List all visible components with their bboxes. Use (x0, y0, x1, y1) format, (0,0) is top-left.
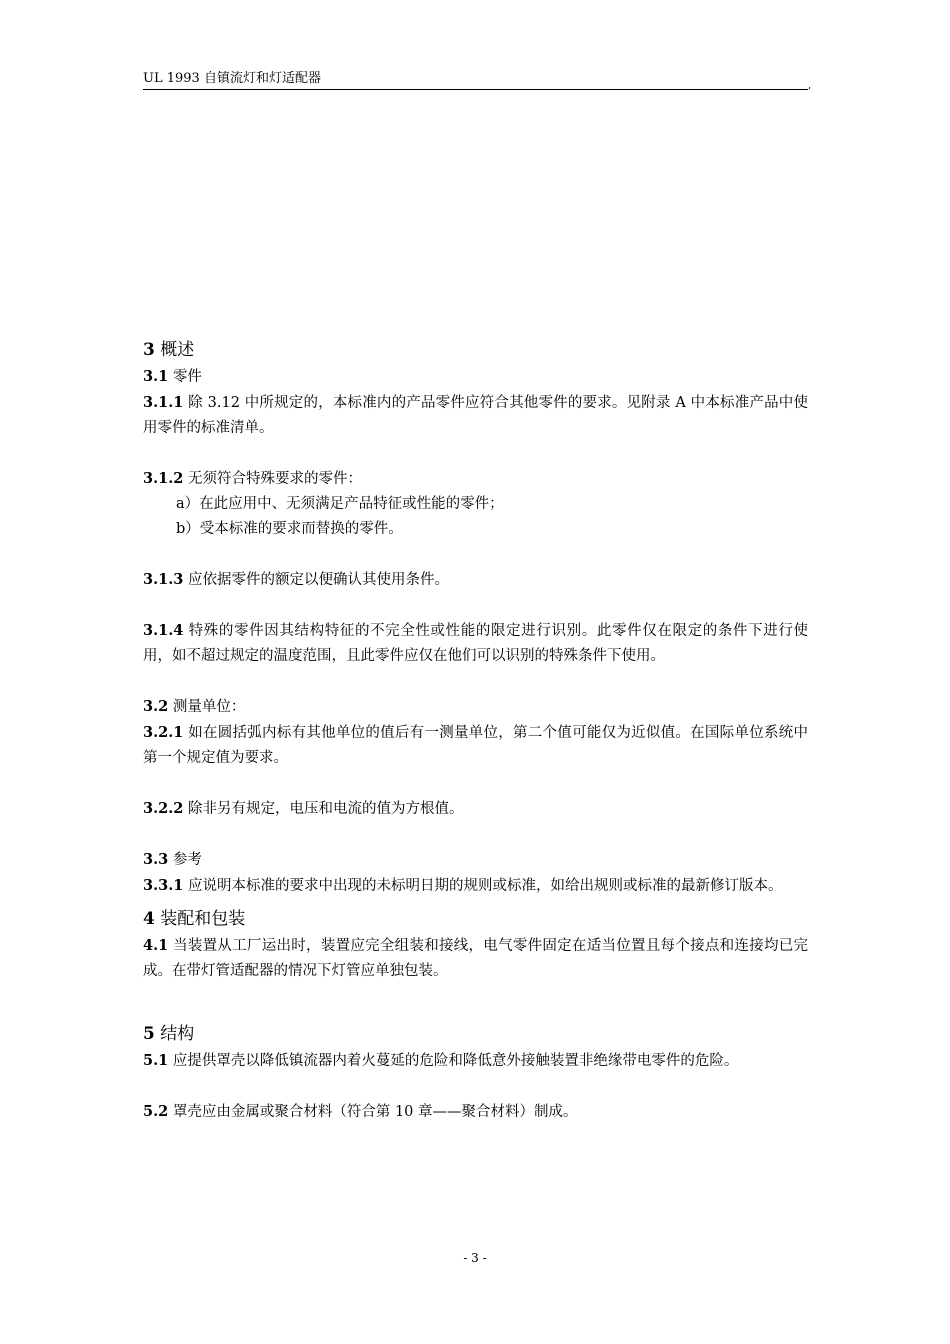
section-4-1: 4.1 当装置从工厂运出时，装置应完全组装和接线，电气零件固定在适当位置且每个接点和连接均已完成。在带灯管适配器的情况下灯管应单独包装。 (143, 937, 808, 979)
section-3-3: 3.3 参考 (143, 851, 202, 868)
page-number: - 3 - (463, 1251, 487, 1265)
section-5-heading: 5 结构 (143, 1024, 195, 1044)
section-3-1: 3.1 零件 (143, 368, 202, 385)
section-3-3-1: 3.3.1 应说明本标准的要求中出现的未标明日期的规则或标准，如给出规则或标准的最新修订版本。 (143, 877, 783, 894)
section-3-1-4: 3.1.4 特殊的零件因其结构特征的不完全性或性能的限定进行识别。此零件仅在限定的条件下进行使用，如不超过规定的温度范围，且此零件应仅在他们可以识别的特殊条件下使用。 (143, 622, 808, 664)
section-3-2: 3.2 测量单位： (143, 698, 246, 715)
list-item-b: b）受本标准的要求而替换的零件。 (176, 521, 403, 537)
section-4-heading: 4 装配和包装 (143, 909, 246, 929)
section-3-1-1: 3.1.1 除 3.12 中所规定的，本标准内的产品零件应符合其他零件的要求。见附录 A 中本标准产品中使用零件的标准清单。 (143, 394, 808, 436)
section-3-2-2: 3.2.2 除非另有规定，电压和电流的值为方根值。 (143, 800, 464, 817)
section-5-1: 5.1 应提供罩壳以降低镇流器内着火蔓延的危险和降低意外接触装置非绝缘带电零件的危险。 (143, 1052, 739, 1069)
section-3-2-1: 3.2.1 如在圆括弧内标有其他单位的值后有一测量单位，第二个值可能仅为近似值。在国际单位系统中第一个规定值为要求。 (143, 724, 808, 766)
running-header: UL 1993 自镇流灯和灯适配器 (143, 71, 808, 90)
section-3-heading: 3 概述 (143, 340, 195, 360)
section-5-2: 5.2 罩壳应由金属或聚合材料（符合第 10 章——聚合材料）制成。 (143, 1103, 578, 1120)
section-3-1-2: 3.1.2 无须符合特殊要求的零件： (143, 470, 362, 487)
header-mark: , (808, 80, 812, 91)
list-item-a: a）在此应用中、无须满足产品特征或性能的零件； (176, 496, 504, 512)
section-3-1-3: 3.1.3 应依据零件的额定以便确认其使用条件。 (143, 571, 449, 588)
document-body (143, 336, 808, 1125)
